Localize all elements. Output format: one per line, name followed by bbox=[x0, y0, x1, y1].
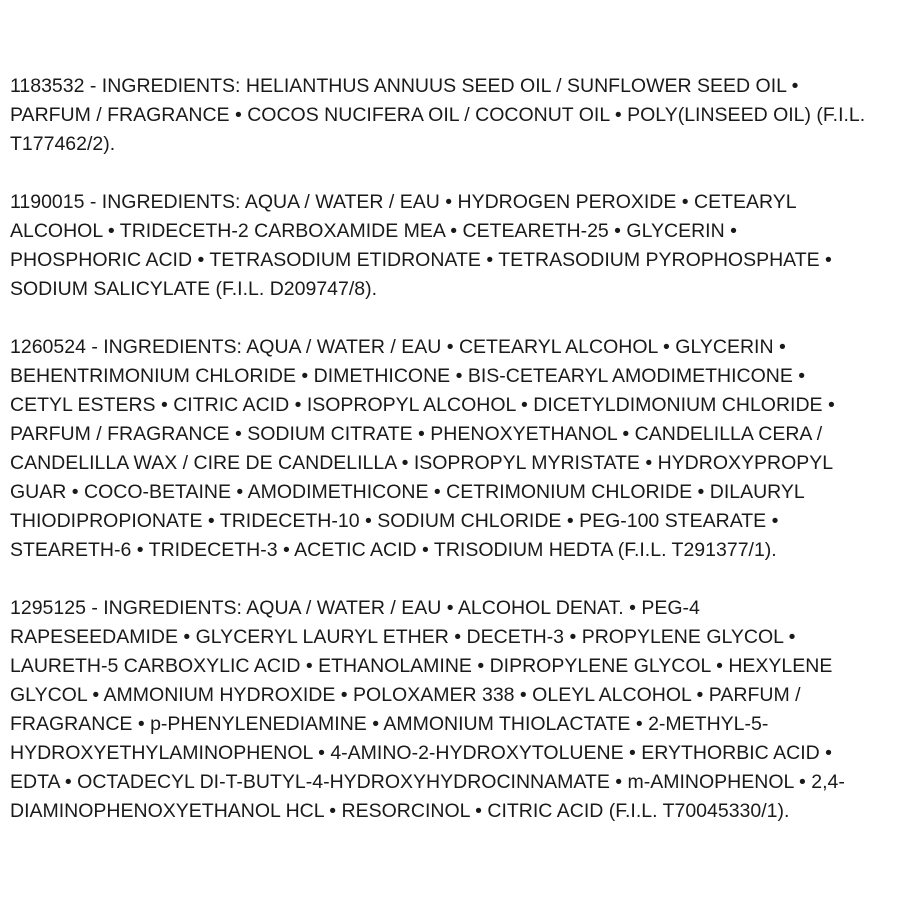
ingredient-block-1295125: 1295125 - INGREDIENTS: AQUA / WATER / EAU • ALCOHOL DENAT. • PEG-4 RAPESEEDAMIDE • GLYCERYL LAURYL ETHER • DECETH-3 • PROPYLENE GLYCOL • LAURETH-5 CARBOXYLIC ACID • ETHANOLAMINE • DIPROPYLENE GLYCOL • HEXYLENE GLYCOL • AMMONIUM HYDROXIDE • POLOXAMER 338 • OLEYL ALCOHOL • PARFUM / FRAGRANCE • p-PHENYLENEDIAMINE • AMMONIUM THIOLACTATE • 2-METHYL-5- HYDROXYETHYLAMINOPHENOL • 4-AMINO-2-HYDROXYTOLUENE • ERYTHORBIC ACID • EDTA • OCTADECYL DI-T-BUTYL-4-HYDROXYHYDROCINNAMATE • m-AMINOPHENOL • 2,4- DIAMINOPHENOXYETHANOL HCL • RESORCINOL • CITRIC ACID (F.I.L. T70045330/1). bbox=[10, 597, 845, 822]
ingredient-block-1190015: 1190015 - INGREDIENTS: AQUA / WATER / EAU • HYDROGEN PEROXIDE • CETEARYL ALCOHOL • TRIDECETH-2 CARBOXAMIDE MEA • CETEARETH-25 • GLYCERIN • PHOSPHORIC ACID • TETRASODIUM ETIDRONATE • TETRASODIUM PYROPHOSPHATE • SODIUM SALICYLATE (F.I.L. D209747/8). bbox=[10, 191, 832, 300]
ingredients-panel bbox=[10, 72, 895, 855]
ingredient-block-1183532: 1183532 - INGREDIENTS: HELIANTHUS ANNUUS SEED OIL / SUNFLOWER SEED OIL • PARFUM / FRAGRANCE • COCOS NUCIFERA OIL / COCONUT OIL • POLY(LINSEED OIL) (F.I.L. T177462/2). bbox=[10, 75, 866, 155]
ingredient-block-1260524: 1260524 - INGREDIENTS: AQUA / WATER / EAU • CETEARYL ALCOHOL • GLYCERIN • BEHENTRIMONIUM CHLORIDE • DIMETHICONE • BIS-CETEARYL AMODIMETHICONE • CETYL ESTERS • CITRIC ACID • ISOPROPYL ALCOHOL • DICETYLDIMONIUM CHLORIDE • PARFUM / FRAGRANCE • SODIUM CITRATE • PHENOXYETHANOL • CANDELILLA CERA / CANDELILLA WAX / CIRE DE CANDELILLA • ISOPROPYL MYRISTATE • HYDROXYPROPYL GUAR • COCO-BETAINE • AMODIMETHICONE • CETRIMONIUM CHLORIDE • DILAURYL THIODIPROPIONATE • TRIDECETH-10 • SODIUM CHLORIDE • PEG-100 STEARATE • STEARETH-6 • TRIDECETH-3 • ACETIC ACID • TRISODIUM HEDTA (F.I.L. T291377/1). bbox=[10, 336, 835, 561]
